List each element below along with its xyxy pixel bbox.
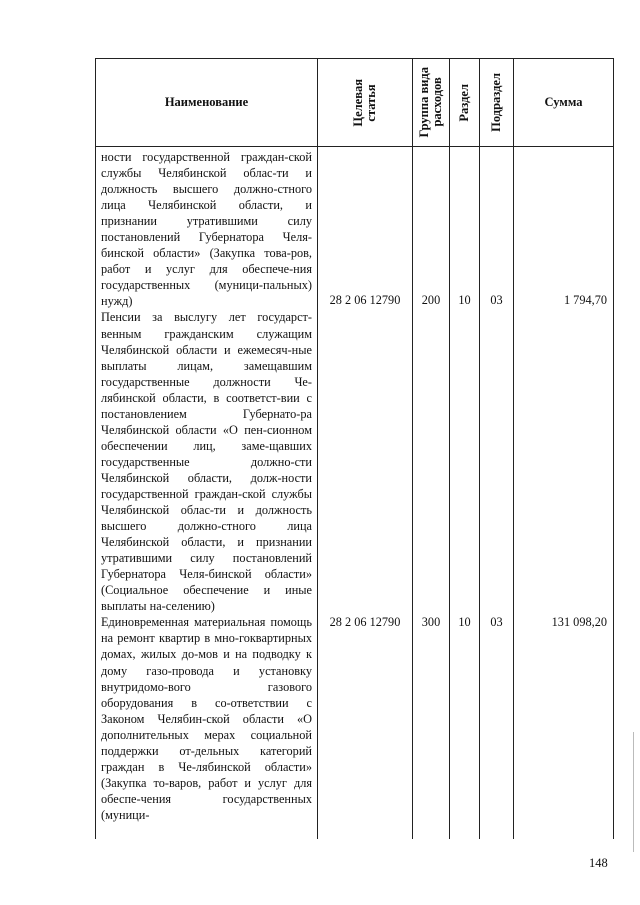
table-body-row (96, 147, 614, 840)
subsection-column (480, 147, 514, 840)
sum-column (514, 147, 614, 840)
row-2-name: Пенсии за выслугу лет государст-венным гражданским служащим Челябинской области и ежемесяч-ные выплаты лицам, замещавшим государственные должности Че-лябинской области, в соответст-вии с постановлением Губернато-ра Челябинской области «О пен-сионном обеспечении лиц, заме-щавших государственные должно-сти Челябинской области, долж-ности государственной граждан-ской службы Челябинской облас-ти и должность высшего должно-стного лица Челябинской области, и признании утратившими силу постановлений Губернатора Челя-бинской области» (Социальное обеспечение и иные выплаты на-селению) (101, 310, 312, 614)
header-name: Наименование (96, 59, 318, 147)
row-1-target-article: 28 2 06 12790 (329, 293, 401, 307)
header-subsection (480, 59, 514, 147)
header-expense-group-label: Группа вида расходов (417, 67, 444, 138)
section-column (450, 147, 480, 840)
row-1-name: ности государственной граждан-ской службы Челябинской облас-ти и должность высшего должно-стного лица Челябинской области, и признании утратившими силу постановлений Губернатора Челя-бинской области» (Закупка това-ров, работ и услуг для обеспече-ния государственных (муници-пальных) нужд) (101, 150, 312, 309)
row-1-section: 10 (458, 293, 471, 307)
row-2-expense-group: 300 (421, 615, 441, 629)
header-target-article-label: Целевая статья (351, 78, 378, 127)
budget-table (95, 58, 614, 839)
row-1-subsection: 03 (490, 293, 503, 307)
row-2-subsection: 03 (490, 615, 503, 629)
description-column (96, 147, 318, 840)
header-section-label: Раздел (457, 83, 471, 122)
row-3-name: Единовременная материальная помощь на ремонт квартир в мно-гоквартирных домах, жилых до-мов и на подводку к дому газо-провода и установку внутридомо-вого газового оборудования в со-ответствии с Законом Челябин-ской области «О дополнительных мерах социальной поддержки от-дельных категорий граждан в Че-лябинской области» (Закупка то-варов, работ и услуг для обеспе-чения государственных (муници- (101, 615, 312, 822)
row-1-expense-group: 200 (421, 293, 441, 307)
header-sum: Сумма (514, 59, 614, 147)
row-1-sum: 1 794,70 (563, 293, 607, 307)
row-2-section: 10 (458, 615, 471, 629)
row-2-sum: 131 098,20 (551, 615, 607, 629)
header-subsection-label: Подраздел (489, 73, 503, 132)
target-article-column (318, 147, 413, 840)
page-number: 148 (589, 856, 608, 870)
table-header-row (96, 59, 614, 147)
header-section (450, 59, 480, 147)
header-target-article (318, 59, 413, 147)
header-expense-group (413, 59, 450, 147)
row-2-target-article: 28 2 06 12790 (329, 615, 401, 629)
expense-group-column (413, 147, 450, 840)
page-edge-line (633, 732, 634, 852)
